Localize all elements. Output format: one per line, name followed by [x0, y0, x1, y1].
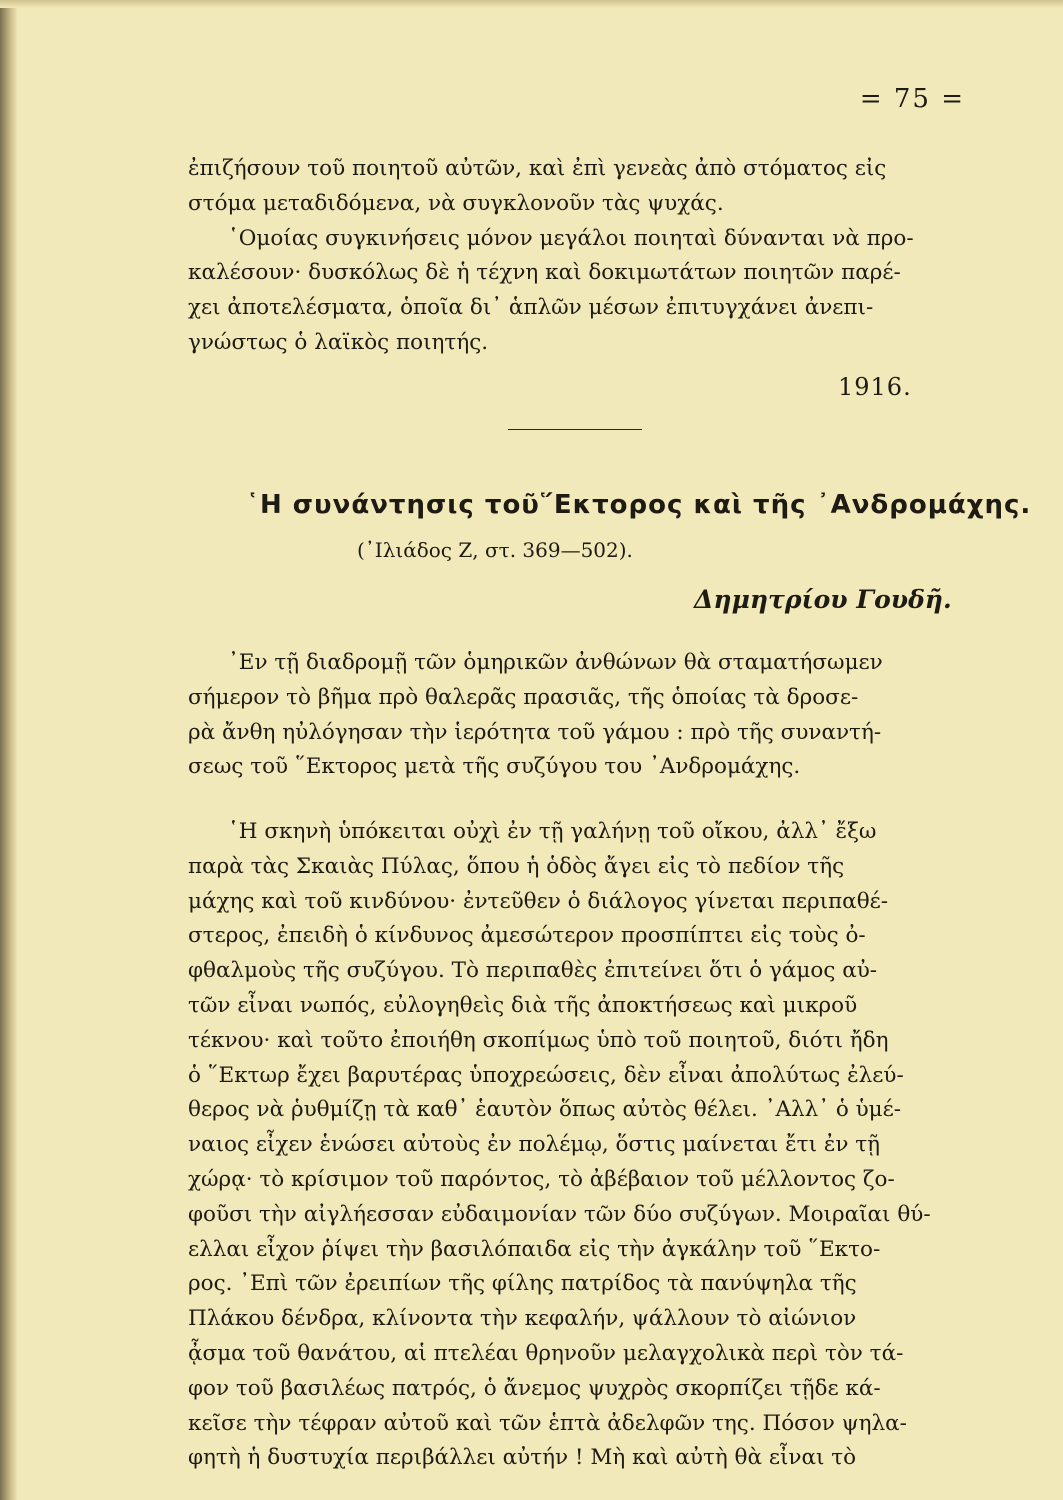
text-line: ρος. ᾿Επὶ τῶν ἐρειπίων τῆς φίλης πατρίδος τὰ πανύψηλα τῆς	[188, 1271, 857, 1297]
text-line: Πλάκου δένδρα, κλίνοντα τὴν κεφαλήν, ψάλλουν τὸ αἰώνιον	[188, 1306, 857, 1332]
text-line: φοῦσι τὴν αἰγλήεσσαν εὐδαιμονίαν τῶν δύο συζύγων. Μοιραῖαι θύ-	[188, 1201, 931, 1227]
text-line: παρὰ τὰς Σκαιὰς Πύλας, ὅπου ἡ ὁδὸς ἄγει εἰς τὸ πεδίον τῆς	[188, 853, 845, 879]
text-line: χει ἀποτελέσματα, ὁποῖα δι᾽ ἁπλῶν μέσων ἐπιτυγχάνει ἀνεπι-	[188, 295, 874, 321]
text-line: τῶν εἶναι νωπός, εὐλογηθεὶς διὰ τῆς ἀποκτήσεως καὶ μικροῦ	[188, 992, 858, 1018]
page-number: = 75 =	[859, 84, 965, 114]
text-line: ἐπιζήσουν τοῦ ποιητοῦ αὐτῶν, καὶ ἐπὶ γενεὰς ἀπὸ στόματος εἰς	[188, 156, 887, 181]
text-line: χώρᾳ· τὸ κρίσιμον τοῦ παρόντος, τὸ ἀβέβαιον τοῦ μέλλοντος ζο-	[188, 1166, 895, 1192]
text-line: ναιος εἶχεν ἑνώσει αὐτοὺς ἐν πολέμῳ, ὅστις μαίνεται ἔτι ἐν τῇ	[188, 1132, 881, 1158]
section-divider	[508, 429, 642, 430]
text-line: φον τοῦ βασιλέως πατρός, ὁ ἄνεμος ψυχρὸς σκορπίζει τῇδε κά-	[188, 1375, 881, 1401]
text-line: ὁ ῞Εκτωρ ἔχει βαρυτέρας ὑποχρεώσεις, δὲν εἶναι ἀπολύτως ἐλεύ-	[188, 1062, 904, 1088]
text-line: μάχης καὶ τοῦ κινδύνου· ἐντεῦθεν ὁ διάλογος γίνεται περιπαθέ-	[188, 888, 889, 914]
text-line: σεως τοῦ ῞Εκτορος μετὰ τῆς συζύγου του ᾿Ανδρομάχης.	[188, 754, 801, 780]
text-line: ῾Η σκηνὴ ὑπόκειται οὐχὶ ἐν τῇ γαλήνῃ τοῦ οἴκου, ἀλλ᾽ ἔξω	[228, 819, 877, 844]
text-line: ᾆσμα τοῦ θανάτου, αἱ πτελέαι θρηνοῦν μελαγχολικὰ περὶ τὸν τά-	[188, 1340, 904, 1366]
text-line: φητὴ ἡ δυστυχία περιβάλλει αὐτήν ! Μὴ καὶ αὐτὴ θὰ εἶναι τὸ	[188, 1445, 857, 1471]
text-line: ρὰ ἄνθη ηὐλόγησαν τὴν ἱερότητα τοῦ γάμου : πρὸ τῆς συναντή-	[188, 719, 882, 745]
text-line: κεῖσε τὴν τέφραν αὐτοῦ καὶ τῶν ἑπτὰ ἀδελφῶν της. Πόσον ψηλα-	[188, 1410, 907, 1436]
text-line: φθαλμοὺς τῆς συζύγου. Τὸ περιπαθὲς ἐπιτείνει ὅτι ὁ γάμος αὐ-	[188, 958, 878, 984]
page-left-edge-shadow	[0, 0, 18, 1500]
paragraph-2	[188, 815, 962, 1476]
page-top-edge-shadow	[0, 0, 1063, 8]
text-line: γνώστως ὁ λαϊκὸς ποιητής.	[188, 329, 489, 355]
text-line: στόμα μεταδιδόμενα, νὰ συγκλονοῦν τὰς ψυχάς.	[188, 190, 724, 216]
author-name: Δημητρίου Γουδῆ.	[694, 585, 952, 614]
text-line: ελλαι εἶχον ῥίψει τὴν βασιλόπαιδα εἰς τὴν ἀγκάλην τοῦ ῞Εκτο-	[188, 1236, 881, 1262]
intro-paragraph	[188, 152, 962, 361]
text-line: ᾿Εν τῇ διαδρομῇ τῶν ὁμηρικῶν ἀνθώνων θὰ σταματήσωμεν	[228, 650, 883, 675]
citation-reference: (᾿Ιλιάδος Ζ, στ. 369—502).	[357, 538, 633, 562]
paragraph-1	[188, 646, 962, 785]
text-line: θερος νὰ ῥυθμίζῃ τὰ καθ᾽ ἑαυτὸν ὅπως αὐτὸς θέλει. ᾿Αλλ᾽ ὁ ὑμέ-	[188, 1097, 902, 1123]
text-line: στερος, ἐπειδὴ ὁ κίνδυνος ἀμεσώτερον προσπίπτει εἰς τοὺς ὀ-	[188, 923, 866, 949]
date-year: 1916.	[838, 373, 912, 401]
text-line: τέκνου· καὶ τοῦτο ἐποιήθη σκοπίμως ὑπὸ τοῦ ποιητοῦ, διότι ἤδη	[188, 1027, 889, 1053]
text-line: καλέσουν· δυσκόλως δὲ ἡ τέχνη καὶ δοκιμωτάτων ποιητῶν παρέ-	[188, 260, 901, 286]
text-line: σήμερον τὸ βῆμα πρὸ θαλερᾶς πρασιᾶς, τῆς ὁποίας τὰ δροσε-	[188, 684, 859, 710]
section-title: ῾Η συνάντησις τοῦ῞Εκτορος καὶ τῆς ᾿Ανδρομάχης.	[246, 490, 1032, 520]
text-line: ῾Ομοίας συγκινήσεις μόνον μεγάλοι ποιηταὶ δύνανται νὰ προ-	[228, 225, 914, 251]
